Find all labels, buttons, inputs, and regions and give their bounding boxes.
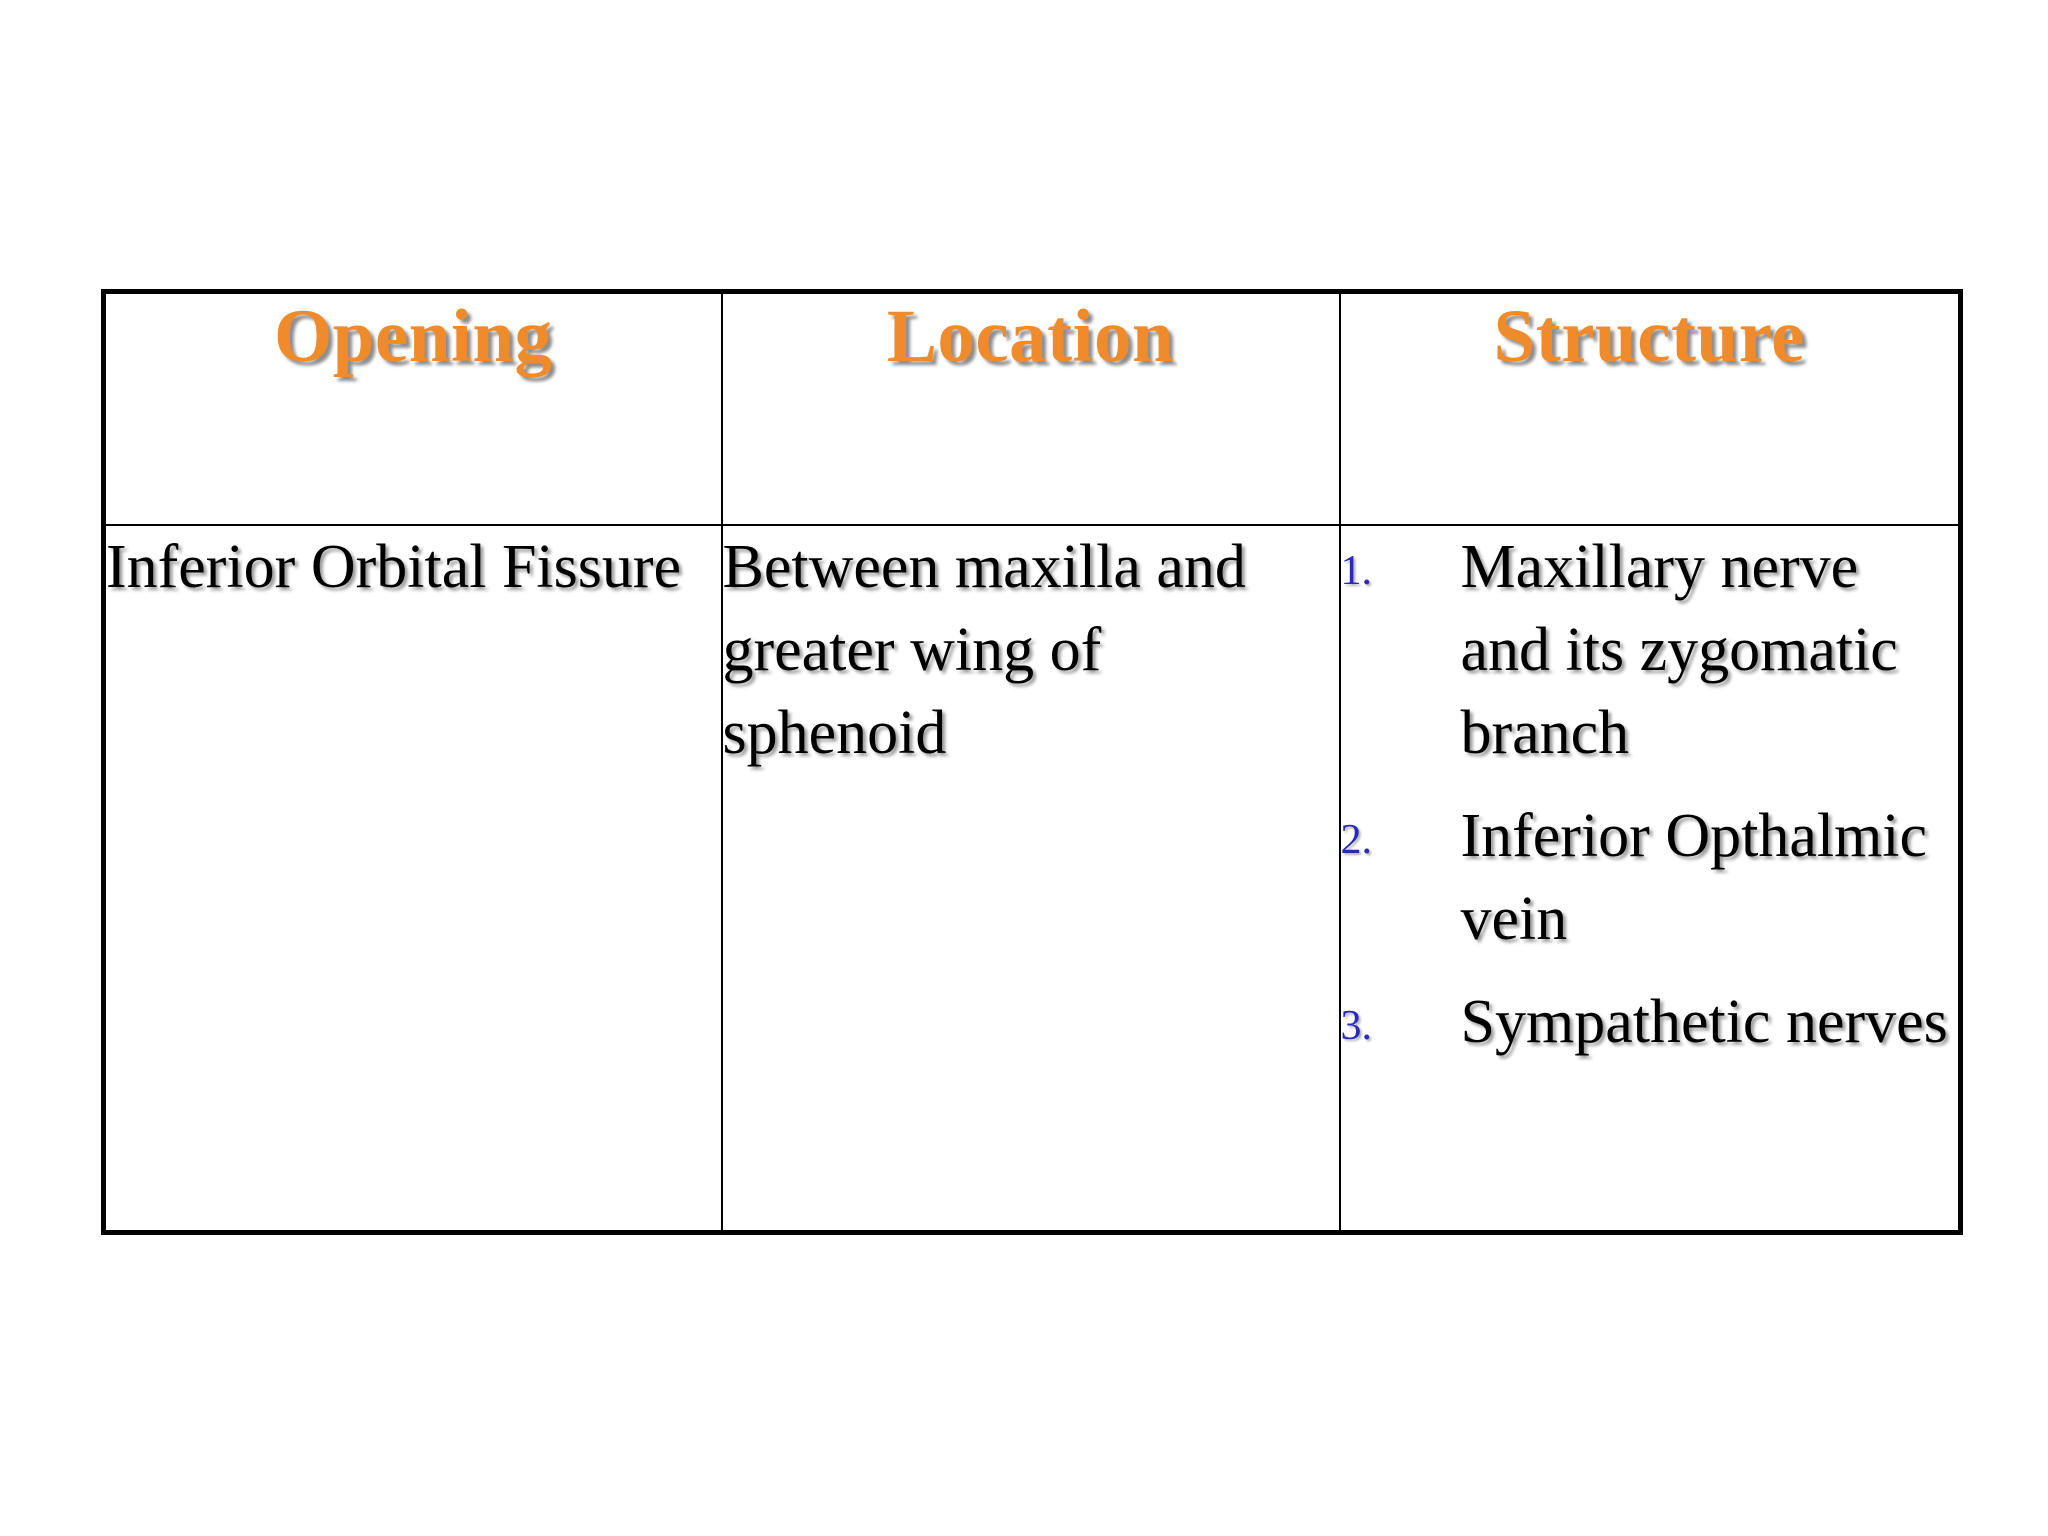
header-location: Location (722, 292, 1340, 525)
list-item-number: 3. (1340, 1002, 1372, 1049)
table-row (104, 525, 1961, 1233)
table-header-row (104, 292, 1961, 525)
list-item (1341, 981, 1959, 1068)
structure-list (1341, 526, 1959, 1068)
openings-table (101, 289, 1963, 1235)
list-item-number: 2. (1340, 816, 1372, 863)
list-item-text: Maxillary nerve and its zygomatic branch (1460, 532, 1898, 767)
list-item-text: Inferior Opthalmic vein (1460, 801, 1928, 953)
cell-structure (1340, 525, 1961, 1233)
list-item-text: Sympathetic nerves (1460, 987, 1948, 1056)
cell-location: Between maxilla and greater wing of sphenoid (722, 525, 1340, 1233)
list-item (1341, 526, 1959, 775)
list-item (1341, 795, 1959, 961)
header-structure: Structure (1340, 292, 1961, 525)
list-item-number: 1. (1340, 547, 1372, 594)
cell-opening: Inferior Orbital Fissure (104, 525, 722, 1233)
header-opening: Opening (104, 292, 722, 525)
